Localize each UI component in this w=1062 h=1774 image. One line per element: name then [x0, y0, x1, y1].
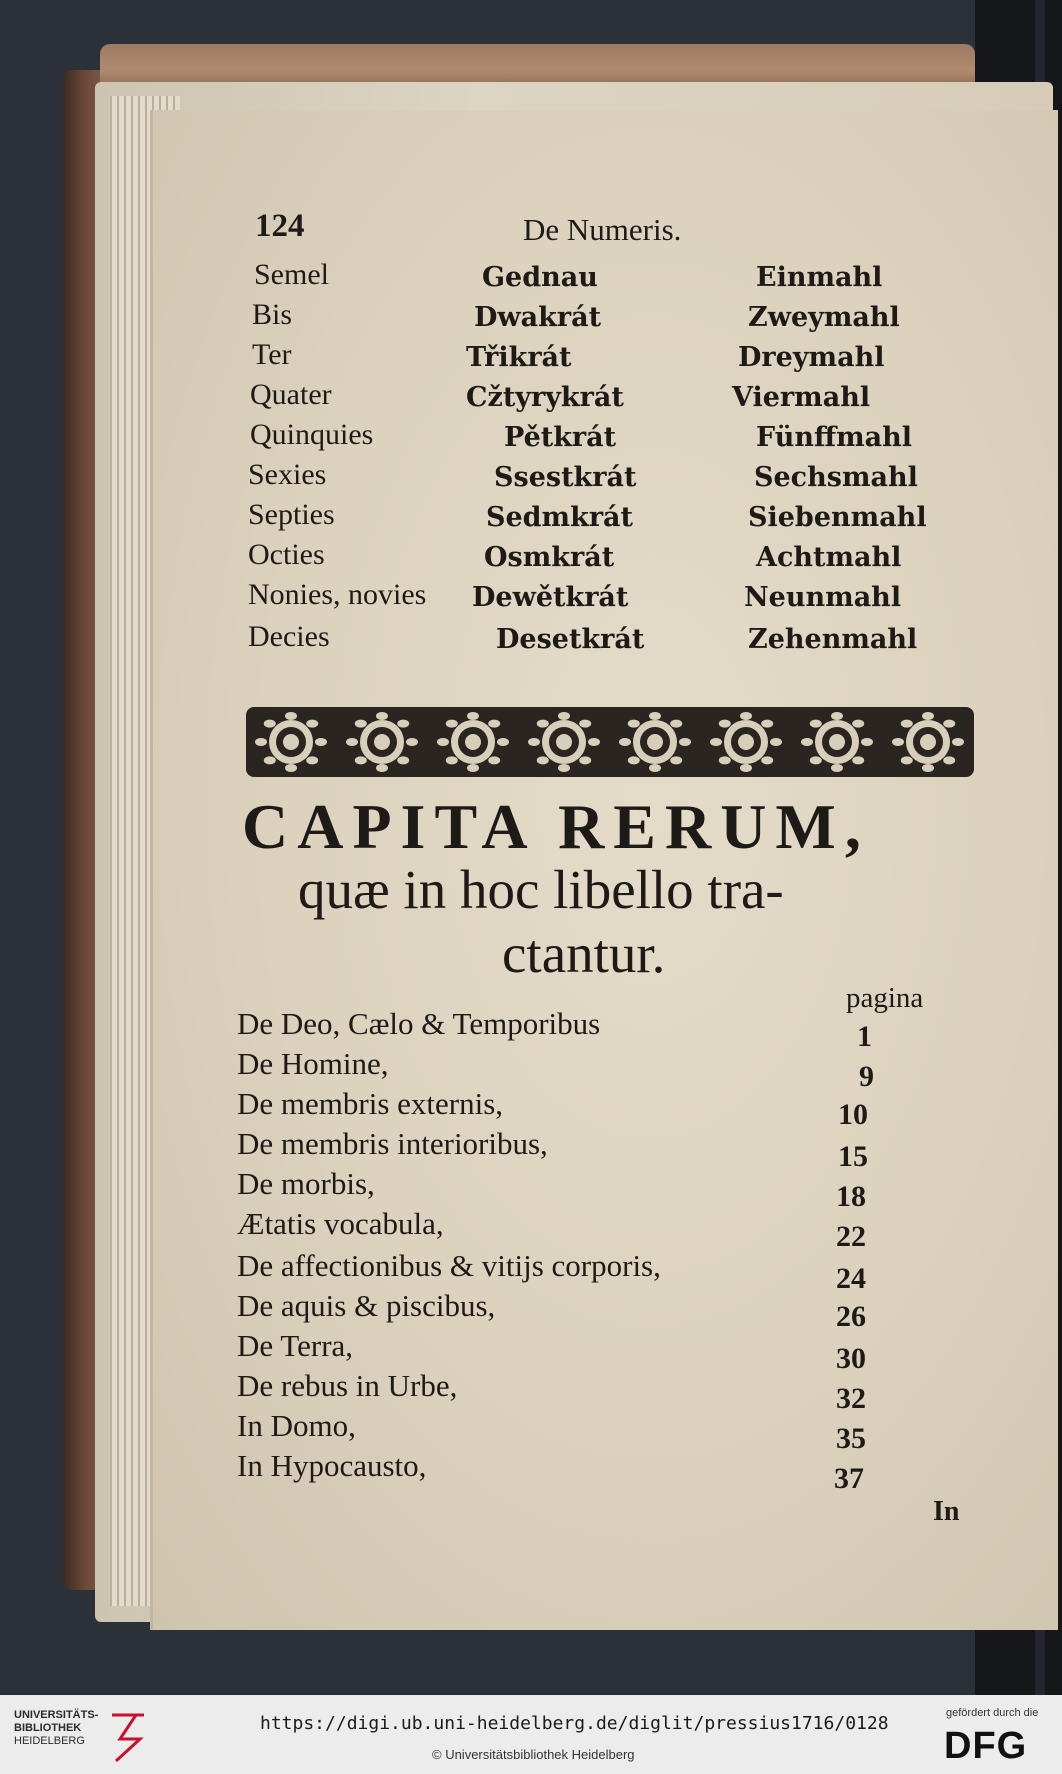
- latin-word: Septies: [248, 498, 335, 531]
- ornament-rosette: [892, 712, 964, 772]
- ornament-rosette: [255, 712, 327, 772]
- toc-entry: De membris externis,: [237, 1086, 504, 1121]
- german-word: Viermahl: [732, 382, 871, 413]
- funded-by-label: gefördert durch die: [946, 1707, 1039, 1719]
- library-logo-text: [14, 1709, 98, 1748]
- ornament-rosette: [801, 712, 873, 772]
- toc-entry: De affectionibus & vitijs corporis,: [237, 1248, 661, 1283]
- library-name-line2: BIBLIOTHEK: [14, 1722, 82, 1734]
- polish-word: Cžtyrykrát: [466, 382, 624, 413]
- ornament-band: [246, 703, 974, 781]
- german-word: Fünffmahl: [756, 422, 913, 453]
- toc-page-number: 9: [859, 1060, 874, 1093]
- german-word: Dreymahl: [738, 342, 885, 373]
- toc-entry: Ætatis vocabula,: [237, 1206, 444, 1241]
- library-name-line1: UNIVERSITÄTS-: [14, 1709, 99, 1721]
- ornament-rosette: [346, 712, 418, 772]
- german-word: Zweymahl: [748, 302, 900, 333]
- ornament-rosette: [710, 712, 782, 772]
- toc-entry: De Deo, Cælo & Temporibus: [237, 1006, 601, 1041]
- toc-entry: In Hypocausto,: [237, 1448, 427, 1483]
- toc-page-number: 24: [836, 1262, 866, 1295]
- polish-word: Pětkrát: [504, 422, 617, 453]
- german-word: Einmahl: [756, 262, 883, 293]
- polish-word: Desetkrát: [496, 624, 645, 655]
- library-name-line3: HEIDELBERG: [14, 1735, 85, 1747]
- latin-word: Bis: [252, 298, 293, 331]
- footer-bar: [0, 1695, 1062, 1774]
- toc-page-number: 15: [838, 1140, 868, 1173]
- ornament-rosette: [619, 712, 691, 772]
- page-column-label: pagina: [846, 982, 924, 1014]
- toc-entry: De membris interioribus,: [237, 1126, 548, 1161]
- library-logo-icon: [106, 1709, 150, 1765]
- latin-word: Sexies: [248, 458, 327, 491]
- polish-word: Osmkrát: [484, 542, 615, 573]
- latin-word: Decies: [248, 620, 330, 653]
- latin-word: Quinquies: [250, 418, 374, 451]
- ornament-rosette: [528, 712, 600, 772]
- toc-entry: De aquis & piscibus,: [237, 1288, 496, 1323]
- toc-page-number: 37: [834, 1462, 864, 1495]
- latin-word: Semel: [254, 258, 329, 291]
- latin-word: Octies: [248, 538, 325, 571]
- polish-word: Dewětkrát: [472, 582, 629, 613]
- section-subheading-line1: quæ in hoc libello tra-: [298, 859, 784, 920]
- toc-entry: De rebus in Urbe,: [237, 1368, 458, 1403]
- german-word: Siebenmahl: [748, 502, 927, 533]
- toc-page-number: 30: [836, 1342, 866, 1375]
- toc-page-number: 22: [836, 1220, 866, 1253]
- toc-entry: De Terra,: [237, 1328, 354, 1363]
- toc-entry: De Homine,: [237, 1046, 389, 1081]
- section-subheading-line2: ctantur.: [502, 923, 666, 984]
- toc-page-number: 10: [838, 1098, 868, 1131]
- latin-word: Nonies, novies: [248, 578, 427, 611]
- toc-page-number: 18: [836, 1180, 866, 1213]
- latin-word: Ter: [252, 338, 292, 371]
- polish-word: Třikrát: [466, 342, 572, 373]
- toc-entry: In Domo,: [237, 1408, 356, 1443]
- polish-word: Sedmkrát: [486, 502, 634, 533]
- catchword: In: [933, 1496, 960, 1527]
- toc-page-number: 26: [836, 1300, 866, 1333]
- ornament-rosette: [437, 712, 509, 772]
- running-title: De Numeris.: [523, 212, 682, 247]
- german-word: Zehenmahl: [748, 624, 918, 655]
- latin-word: Quater: [250, 378, 332, 411]
- copyright-notice: © Universitätsbibliothek Heidelberg: [432, 1747, 635, 1762]
- permalink-url[interactable]: https://digi.ub.uni-heidelberg.de/diglit/pressius1716/0128: [260, 1713, 889, 1734]
- german-word: Sechsmahl: [754, 462, 918, 493]
- toc-page-number: 32: [836, 1382, 866, 1415]
- section-heading: CAPITA RERUM,: [242, 791, 870, 862]
- toc-page-number: 35: [836, 1422, 866, 1455]
- toc-entry: De morbis,: [237, 1166, 375, 1201]
- polish-word: Ssestkrát: [494, 462, 637, 493]
- dfg-logo: DFG: [944, 1725, 1028, 1767]
- toc-page-number: 1: [857, 1020, 872, 1053]
- polish-word: Gednau: [482, 262, 598, 293]
- page-number: 124: [255, 208, 305, 244]
- german-word: Achtmahl: [756, 542, 902, 573]
- polish-word: Dwakrát: [474, 302, 602, 333]
- german-word: Neunmahl: [744, 582, 902, 613]
